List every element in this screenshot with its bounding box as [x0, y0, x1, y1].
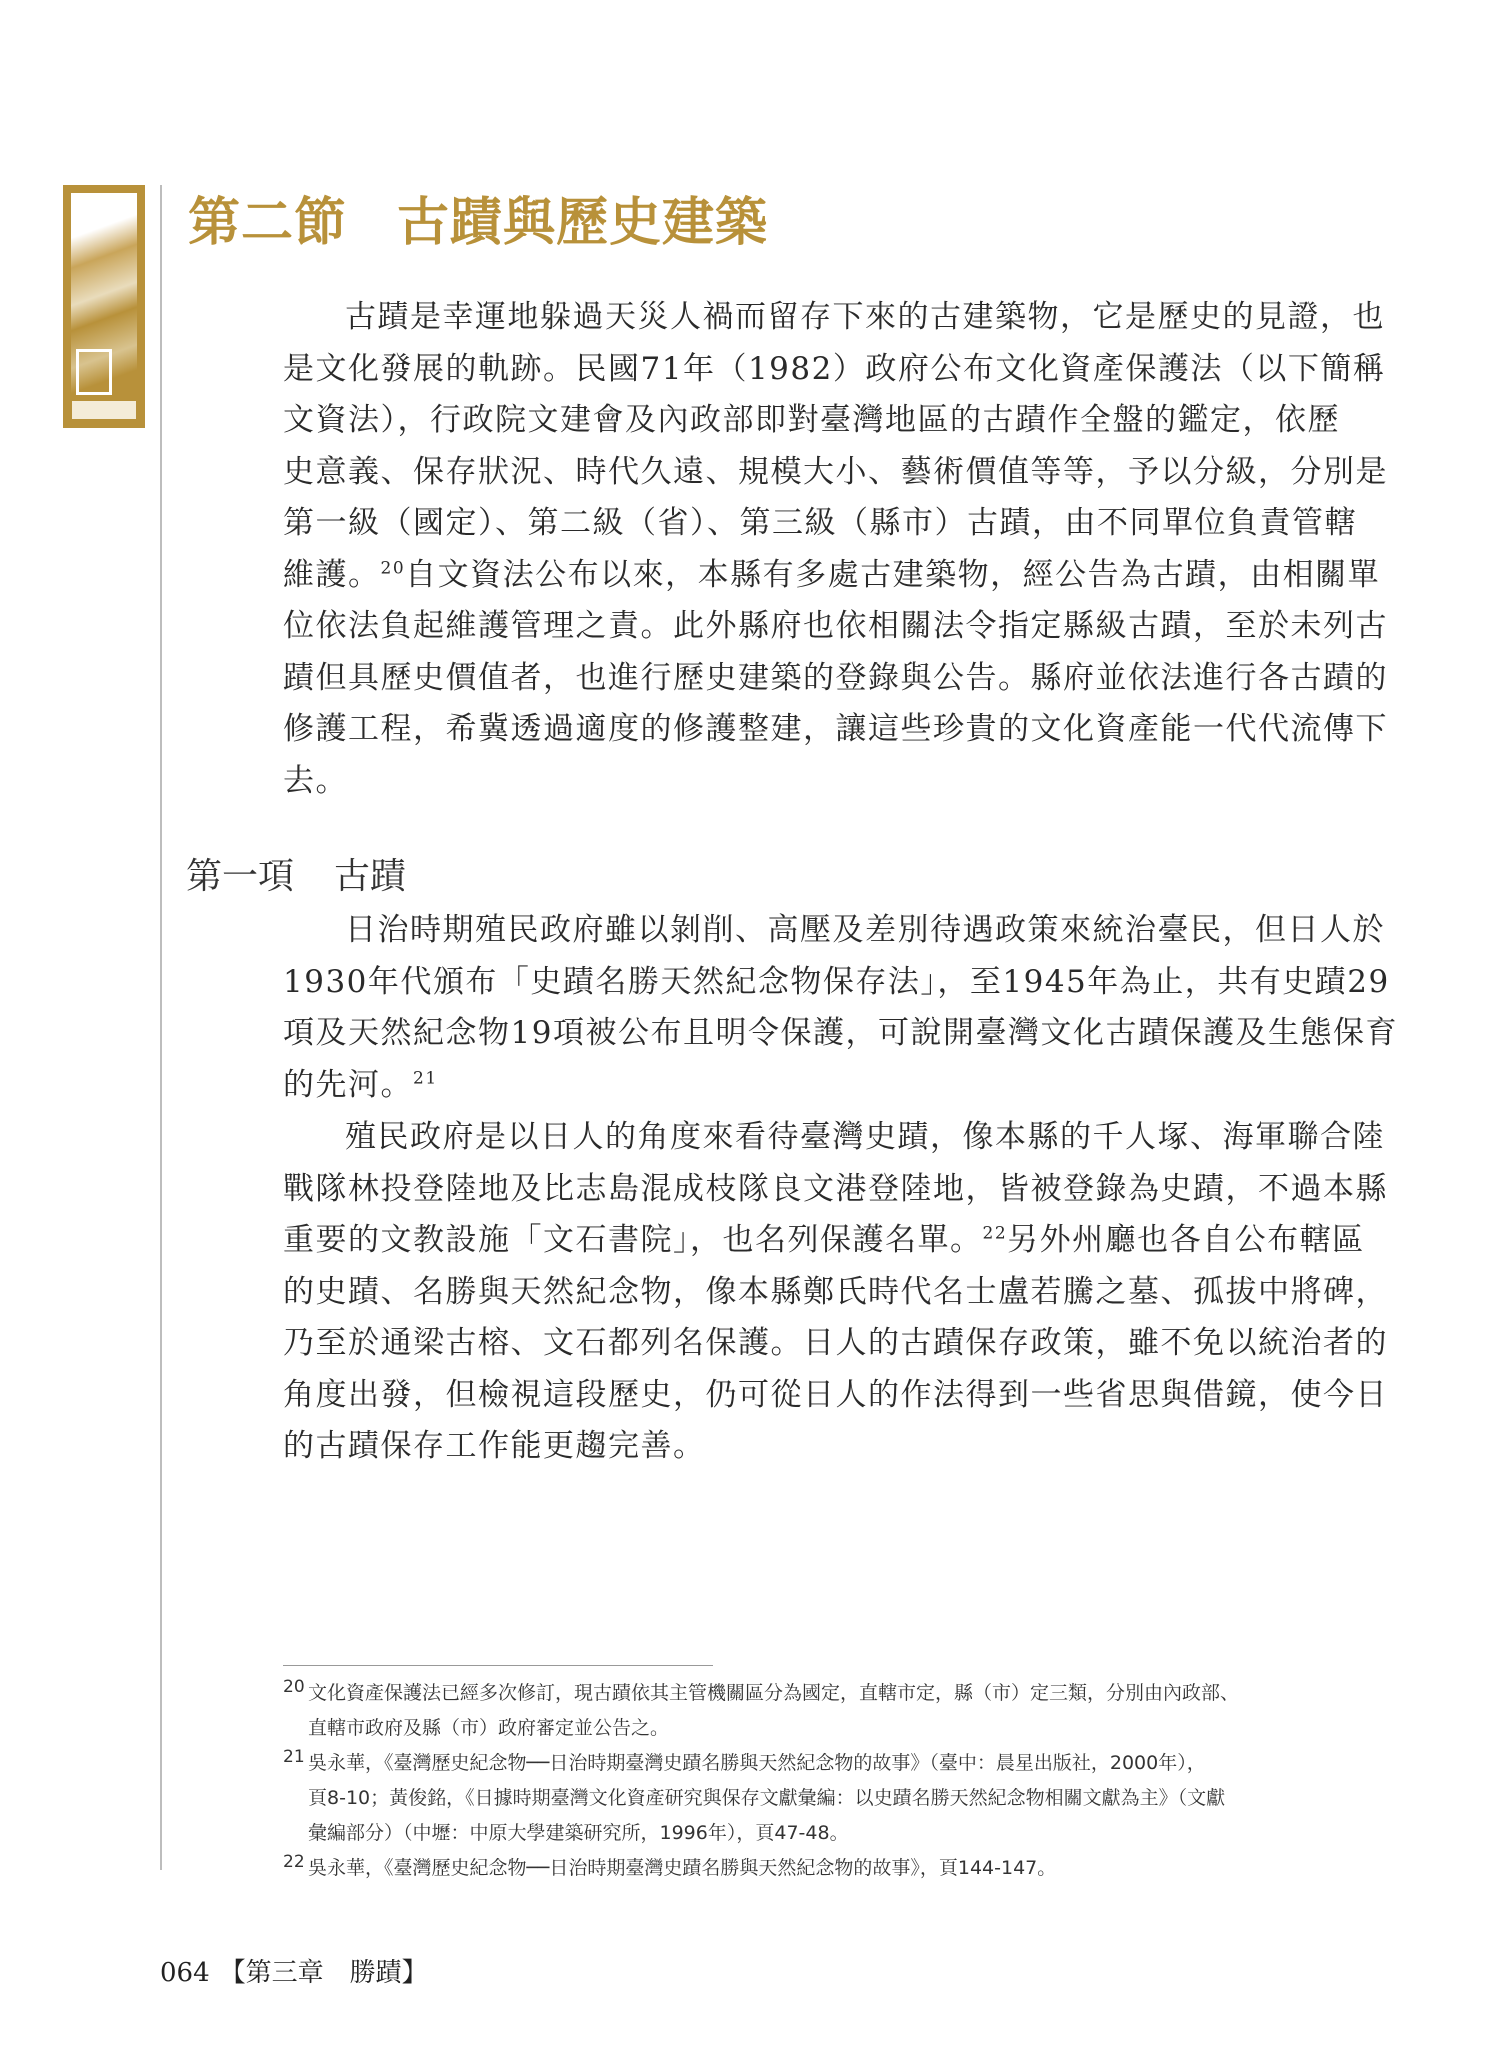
chapter-label: 【第三章 勝蹟】: [219, 1958, 428, 1988]
paragraph-3: 殖民政府是以日人的角度來看待臺灣史蹟，像本縣的千人塚、海軍聯合陸 戰隊林投登陸地及比志島混成枝隊良文港登陸地，皆被登錄為史蹟，不過本縣 重要的文教設施「文石書院」，也名列保護名單。$^{22}$另外州廳也各自公布轄區 的史蹟、名勝與天然紀念物，像本縣鄭氏時代名士盧若騰之墓、孤拔中將碑， 乃至於通梁古榕、文石都列名保護。日人的古蹟保存政策，雖不免以統治者的 角度出發，但檢視這段歷史，仍可從日人的作法得到一些省思與借鏡，使今日 的古蹟保存工作能更趨完善。: [283, 1119, 1388, 1464]
footnote-ref[interactable]: 20: [380, 558, 406, 579]
footnote-ref[interactable]: 21: [413, 1068, 438, 1089]
footnote-ref[interactable]: 22: [982, 1223, 1008, 1244]
footnote-divider: [283, 1665, 713, 1666]
footnote-21: 21 吳永華，《臺灣歷史紀念物──日治時期臺灣史蹟名勝與天然紀念物的故事》（臺中：晨星出版社，2000年）， 頁8-10；黃俊銘，《日據時期臺灣文化資產研究與保存文獻彙編：以史蹟名勝天然紀念物相關文獻為主》（文獻 彙編部分）（中壢：中原大學建築研究所，1996年），頁47-48。: [283, 1747, 1226, 1844]
page-number: 064: [160, 1958, 210, 1988]
intro-paragraph: 古蹟是幸運地躲過天災人禍而留存下來的古建築物，它是歷史的見證，也 是文化發展的軌跡。民國71年（1982）政府公布文化資產保護法（以下簡稱 文資法），行政院文建會及內政部即對臺灣地區的古蹟作全盤的鑑定，依歷 史意義、保存狀況、時代久遠、規模大小、藝術價值等等，予以分級，分別是 第一級（國定）、第二級（省）、第三級（縣市）古蹟，由不同單位負責管轄 維護。$^{20}$自文資法公布以來，本縣有多處古建築物，經公告為古蹟，由相關單 位依法負起維護管理之責。此外縣府也依相關法令指定縣級古蹟，至於未列古 蹟但具歷史價值者，也進行歷史建築的登錄與公告。縣府並依法進行各古蹟的 修護工程，希冀透過適度的修護整建，讓這些珍貴的文化資產能一代代流傳下 去。: [283, 299, 1388, 799]
section-title: 第二節 古蹟與歷史建築: [188, 192, 769, 253]
footnotes: [283, 1676, 1333, 1886]
footnote-22: 22 吳永華，《臺灣歷史紀念物──日治時期臺灣史蹟名勝與天然紀念物的故事》，頁144-147。: [283, 1852, 1057, 1879]
margin-rule: [160, 185, 162, 1870]
subsection-title: 第一項 古蹟: [186, 856, 407, 897]
temple-illustration: [63, 185, 145, 428]
footnote-20: 20 文化資產保護法已經多次修訂，現古蹟依其主管機關區分為國定，直轄市定，縣（市）定三類，分別由內政部、 直轄市政府及縣（市）政府審定並公告之。: [283, 1677, 1240, 1739]
paragraph-2: 日治時期殖民政府雖以剝削、高壓及差別待遇政策來統治臺民，但日人於 1930年代頒布「史蹟名勝天然紀念物保存法」，至1945年為止，共有史蹟29 項及天然紀念物19項被公布且明令保護，可說開臺灣文化古蹟保護及生態保育 的先河。$^{21}$: [283, 912, 1398, 1103]
page-footer: [160, 1952, 438, 1989]
